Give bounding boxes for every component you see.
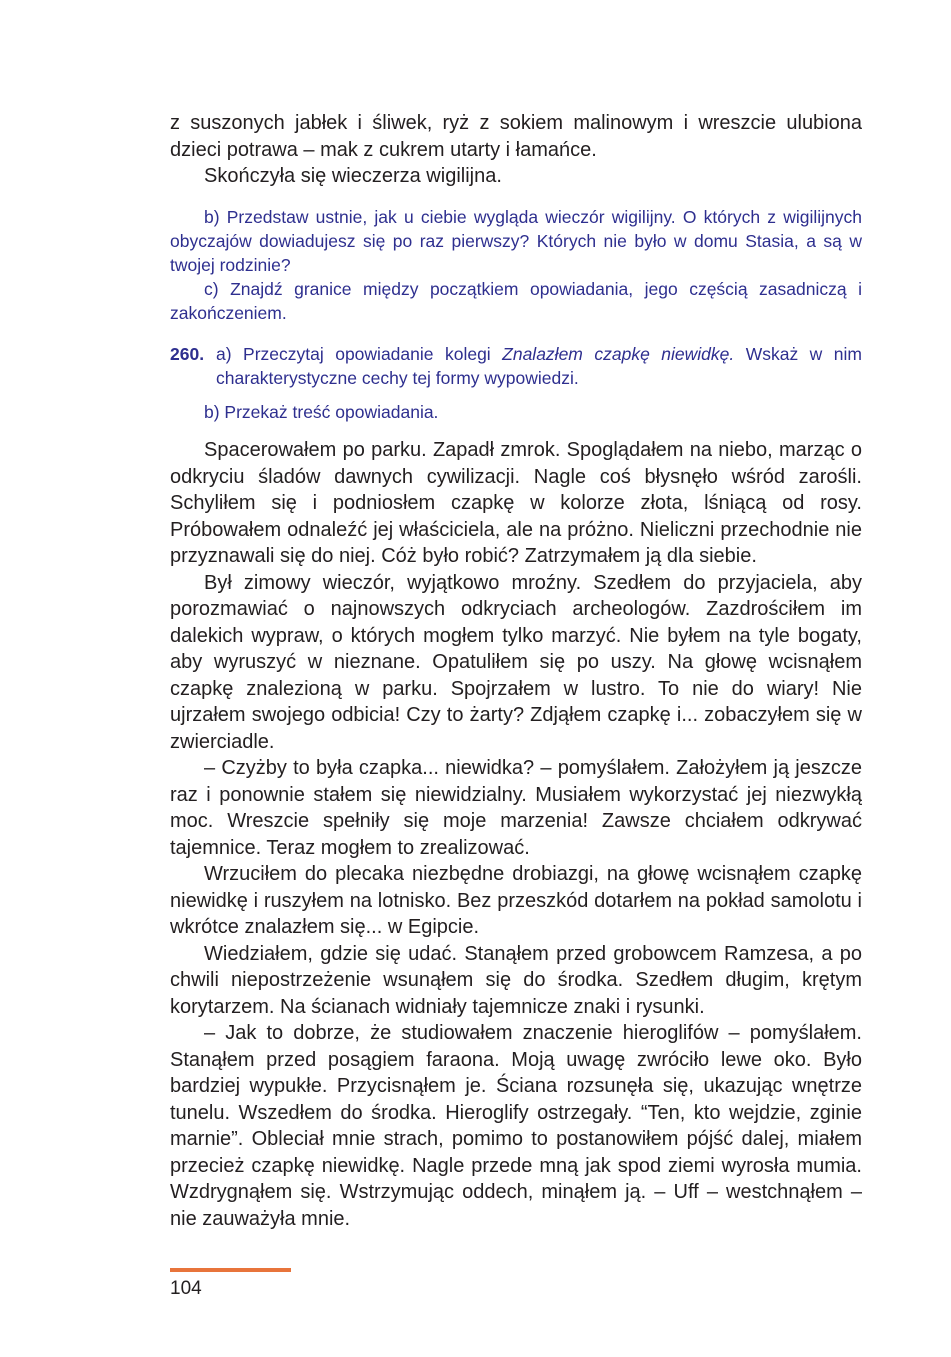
story-paragraph: Wiedziałem, gdzie się udać. Stanąłem przed grobowcem Ramzesa, a po chwili niepostrzeżenie wsunąłem się do środka. Szedłem długim, krętym korytarzem. Na ścianach widniały tajemnicze znaki i rysunki.: [170, 942, 862, 1018]
story-title: Znalazłem czapkę niewidkę.: [502, 344, 735, 364]
story-paragraph: – Czyżby to była czapka... niewidka? – pomyślałem. Założyłem ją jeszcze raz i ponownie stałem się niewidzialny. Musiałem wykorzystać jej niezwykłą moc. Wreszcie spełniły się moje marzenia! Zawsze chciałem odkrywać tajemnice. Teraz mogłem to zrealizować.: [170, 757, 862, 859]
story-text: [170, 437, 862, 1232]
story-paragraph: Był zimowy wieczór, wyjątkowo mroźny. Szedłem do przyjaciela, aby porozmawiać o najnowszych odkryciach archeologów. Zazdrościłem im dalekich wypraw, o których mogłem tylko marzyć. Nie byłem na tyle bogaty, aby wyruszyć w nieznane. Opatuliłem się po uszy. Na głowę wcisnąłem czapkę znalezioną w parku. Spojrzałem w lustro. To nie do wiary! Nie ujrzałem swojego odbicia! Czy to żarty? Zdjąłem czapkę i... zobaczyłem się w zwierciadle.: [170, 571, 862, 753]
exercise-a-suffix: Wskaż w nim charakterystyczne cechy tej formy wypowiedzi.: [216, 344, 862, 388]
task-b: b) Przedstaw ustnie, jak u ciebie wygląda wieczór wigilijny. O których z wigilijnych obyczajów dowiadujesz się po raz pierwszy? Których nie było w domu Stasia, a są w twojej rodzinie?: [170, 207, 862, 275]
intro-paragraph: z suszonych jabłek i śliwek, ryż z sokiem malinowym i wreszcie ulubiona dzieci potrawa – mak z cukrem utarty i łamańce.: [170, 112, 862, 161]
story-paragraph: Wrzuciłem do plecaka niezbędne drobiazgi, na głowę wcisnąłem czapkę niewidkę i ruszyłem na lotnisko. Bez przeszkód dotarłem na pokład samolotu i wkrótce znalazłem się... w Egipcie.: [170, 863, 862, 938]
exercise-instruction-b: b) Przekaż treść opowiadania.: [204, 402, 439, 422]
page-number: 104: [170, 1278, 202, 1299]
exercise-number: 260.: [170, 344, 205, 364]
task-list: [170, 205, 862, 325]
footer-rule: [170, 1268, 291, 1272]
intro-text: [170, 110, 862, 190]
intro-closing-line: Skończyła się wieczerza wigilijna.: [204, 165, 502, 187]
exercise-260: [170, 342, 862, 390]
exercise-a-prefix: a) Przeczytaj opowiadanie kolegi: [216, 344, 503, 364]
exercise-instruction-a: [170, 342, 862, 390]
task-c: c) Znajdź granice między początkiem opowiadania, jego częścią zasadniczą i zakończeniem.: [170, 279, 862, 323]
exercise-260-b: [170, 400, 862, 424]
story-paragraph: – Jak to dobrze, że studiowałem znaczenie hieroglifów – pomyślałem. Stanąłem przed posągiem faraona. Moją uwagę zwróciło lewe oko. Było bardziej wypukłe. Przycisnąłem je. Ściana rozsunęła się, ukazując wnętrze tunelu. Wszedłem do środka. Hieroglify ostrzegały. “Ten, kto wejdzie, zginie marnie”. Obleciał mnie strach, pomimo to postanowiłem pójść dalej, miałem przecież czapkę niewidkę. Nagle przede mną jak spod ziemi wyrosła mumia. Wzdrygnąłem się. Wstrzymując oddech, minąłem ją. – Uff – westchnąłem – nie zauważyła mnie.: [170, 1022, 862, 1230]
story-paragraph: Spacerowałem po parku. Zapadł zmrok. Spoglądałem na niebo, marząc o odkryciu śladów dawnych cywilizacji. Nagle coś błysnęło wśród zarośli. Schyliłem się i podniosłem czapkę w kolorze złota, lśniącą od rosy. Próbowałem odnaleźć jej właściciela, ale na próżno. Nieliczni przechodnie nie przyznawali się do niej. Cóż było robić? Zatrzymałem ją dla siebie.: [170, 439, 862, 567]
